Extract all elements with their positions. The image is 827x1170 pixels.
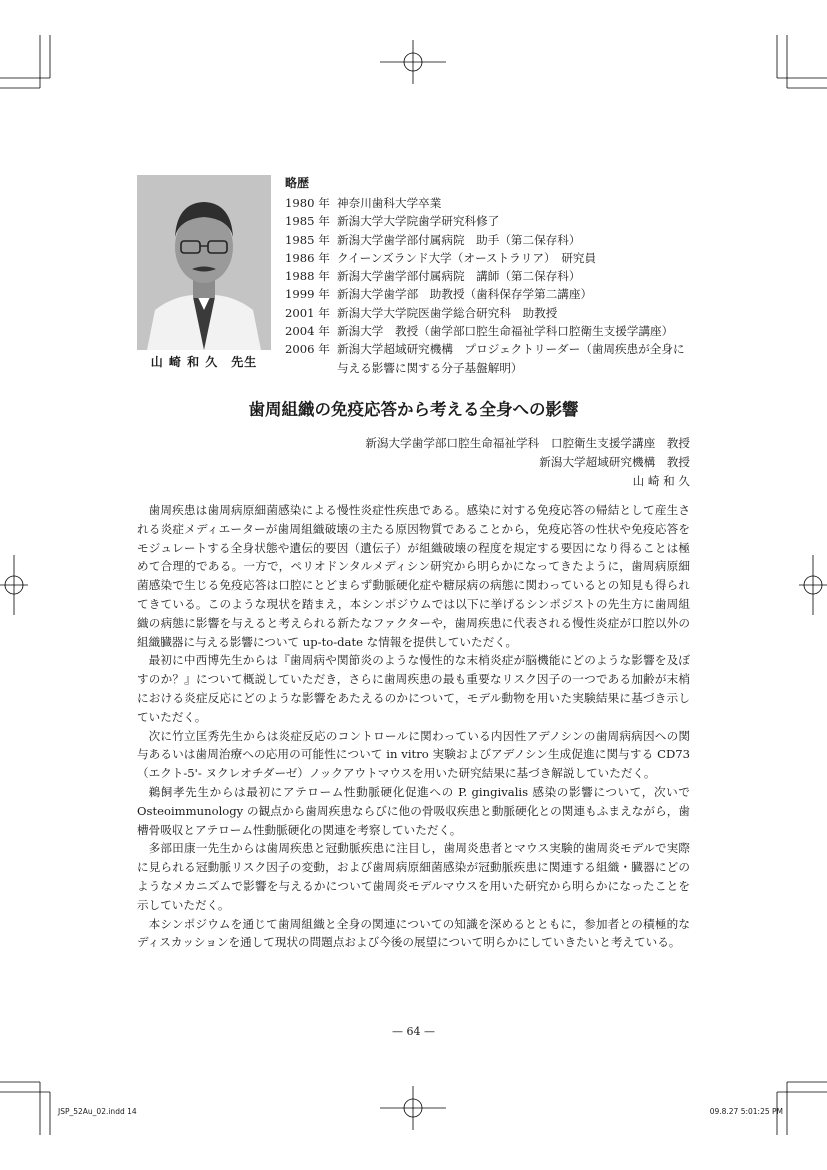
body-paragraph: 多部田康一先生からは歯周疾患と冠動脈疾患に注目し，歯周炎患者とマウス実験的歯周炎モデルで実際に見られる冠動脈リスク因子の変動，および歯周病原細菌感染が冠動脈疾患に関連する組織・臓器にどのようなメカニズムで影響を与えるかについて歯周炎モデルマウスを用いた研究から明らかになったことを示していただく。: [137, 841, 690, 912]
entry-text: 新潟大学歯学部付属病院 講師（第二保存科）: [337, 269, 581, 284]
entry-year: 1980 年: [285, 196, 330, 210]
author-name: 山 崎 和 久: [632, 474, 690, 488]
body-paragraph: 最初に中西博先生からは『歯周病や関節炎のような慢性的な末梢炎症が脳機能にどのような影響を及ぼすのか？』について概説していただき，さらに歯周疾患の最も重要なリスク因子の一つである加齢が末梢における炎症反応にどのような影響をあたえるのかについて，モデル動物を用いた実験結果に基づき示していただく。: [137, 653, 690, 724]
biography-entry: [285, 304, 695, 322]
body-paragraph: 鵜飼孝先生からは最初にアテローム性動脈硬化促進への P. gingivalis 感染の影響について，次いで Osteoimmunology の観点から歯周疾患ならびに他の骨吸収疾患と動脈硬化との関連もふまえながら，歯槽骨吸収とアテローム性動脈硬化の関連を考察していただく。: [137, 784, 690, 837]
slug-timestamp: 09.8.27 5:01:25 PM: [709, 1107, 783, 1116]
entry-text: 新潟大学超域研究機構 プロジェクトリーダー（歯周疾患が全身に与える影響に関する分子基盤解明）: [337, 342, 685, 375]
body-paragraph: 次に竹立匡秀先生からは炎症反応のコントロールに関わっている内因性アデノシンの歯周病病因への関与あるいは歯周治療への応用の可能性について in vitro 実験およびアデノシン生成促進に関与する CD73（エクト-5'- ヌクレオチダーゼ）ノックアウトマウスを用いた研究結果に基づき解説していただく。: [137, 728, 690, 781]
entry-year: 2001 年: [285, 305, 330, 320]
portrait-photo-icon: [137, 175, 271, 350]
article-body: [137, 501, 690, 952]
affiliation-line: 新潟大学超域研究機構 教授: [539, 455, 690, 469]
biography-entry: [285, 285, 695, 303]
entry-year: 2004 年: [285, 324, 330, 339]
entry-text: 神奈川歯科大学卒業: [337, 196, 442, 210]
article-title: 歯周組織の免疫応答から考える全身への影響: [248, 400, 579, 419]
body-paragraph: 本シンポジウムを通じて歯周組織と全身の関連についての知識を深めるとともに，参加者との積極的なディスカッションを通して現状の問題点および今後の展望について明らかにしていきたいと考えている。: [137, 916, 690, 950]
page-number: — 64 —: [392, 1025, 435, 1038]
entry-text: 新潟大学大学院歯学研究科修了: [337, 214, 500, 229]
biography-entry: [285, 194, 695, 212]
entry-year: 1985 年: [285, 232, 330, 247]
biography-entry: [285, 249, 695, 267]
photo-caption: 山 崎 和 久 先生: [150, 355, 258, 369]
biography-entry: [285, 231, 695, 249]
author-affiliations: [365, 434, 690, 491]
entry-year: 1986 年: [285, 250, 330, 265]
portrait-photo: [137, 175, 271, 350]
entry-text: 新潟大学歯学部付属病院 助手（第二保存科）: [337, 232, 581, 247]
entry-text: 新潟大学大学院医歯学総合研究科 助教授: [337, 305, 558, 320]
entry-text: 新潟大学歯学部 助教授（歯科保存学第二講座）: [337, 287, 593, 302]
biography-entry: [285, 212, 695, 230]
slug-filename: JSP_52Au_02.indd 14: [58, 1107, 137, 1116]
entry-text: クイーンズランド大学（オーストラリア） 研究員: [337, 250, 597, 265]
body-paragraph: 歯周疾患は歯周病原細菌感染による慢性炎症性疾患である。感染に対する免疫応答の帰結として産生される炎症メディエーターが歯周組織破壊の主たる原因物質であることから，免疫応答の性状や免疫応答をモジュレートする全身状態や遺伝的要因（遺伝子）が組織破壊の程度を規定する要因になり得ることは極めて合理的である。一方で，ペリオドンタルメディシン研究から明らかになってきたように，歯周病原細菌感染で生じる免疫応答は口腔にとどまらず動脈硬化症や糖尿病の病態に関わっているとの知見も得られてきている。このような現状を踏まえ，本シンポジウムでは以下に挙げるシンポジストの先生方に歯周組織の病態に影響を与えると考えられる新たなファクターや，歯周疾患に代表される慢性炎症が口腔以外の組織臓器に与える影響について up-to-date な情報を提供していただく。: [137, 503, 690, 649]
entry-year: 1985 年: [285, 214, 330, 229]
biography-entry: [285, 340, 695, 377]
entry-year: 1988 年: [285, 269, 330, 284]
biography: [285, 174, 695, 377]
biography-entry: [285, 322, 695, 340]
entry-year: 2006 年: [285, 342, 330, 357]
entry-text: 新潟大学 教授（歯学部口腔生命福祉学科口腔衛生支援学講座）: [337, 324, 674, 339]
biography-entry: [285, 267, 695, 285]
affiliation-line: 新潟大学歯学部口腔生命福祉学科 口腔衛生支援学講座 教授: [365, 436, 690, 450]
biography-heading: 略歴: [285, 176, 310, 190]
entry-year: 1999 年: [285, 287, 330, 302]
